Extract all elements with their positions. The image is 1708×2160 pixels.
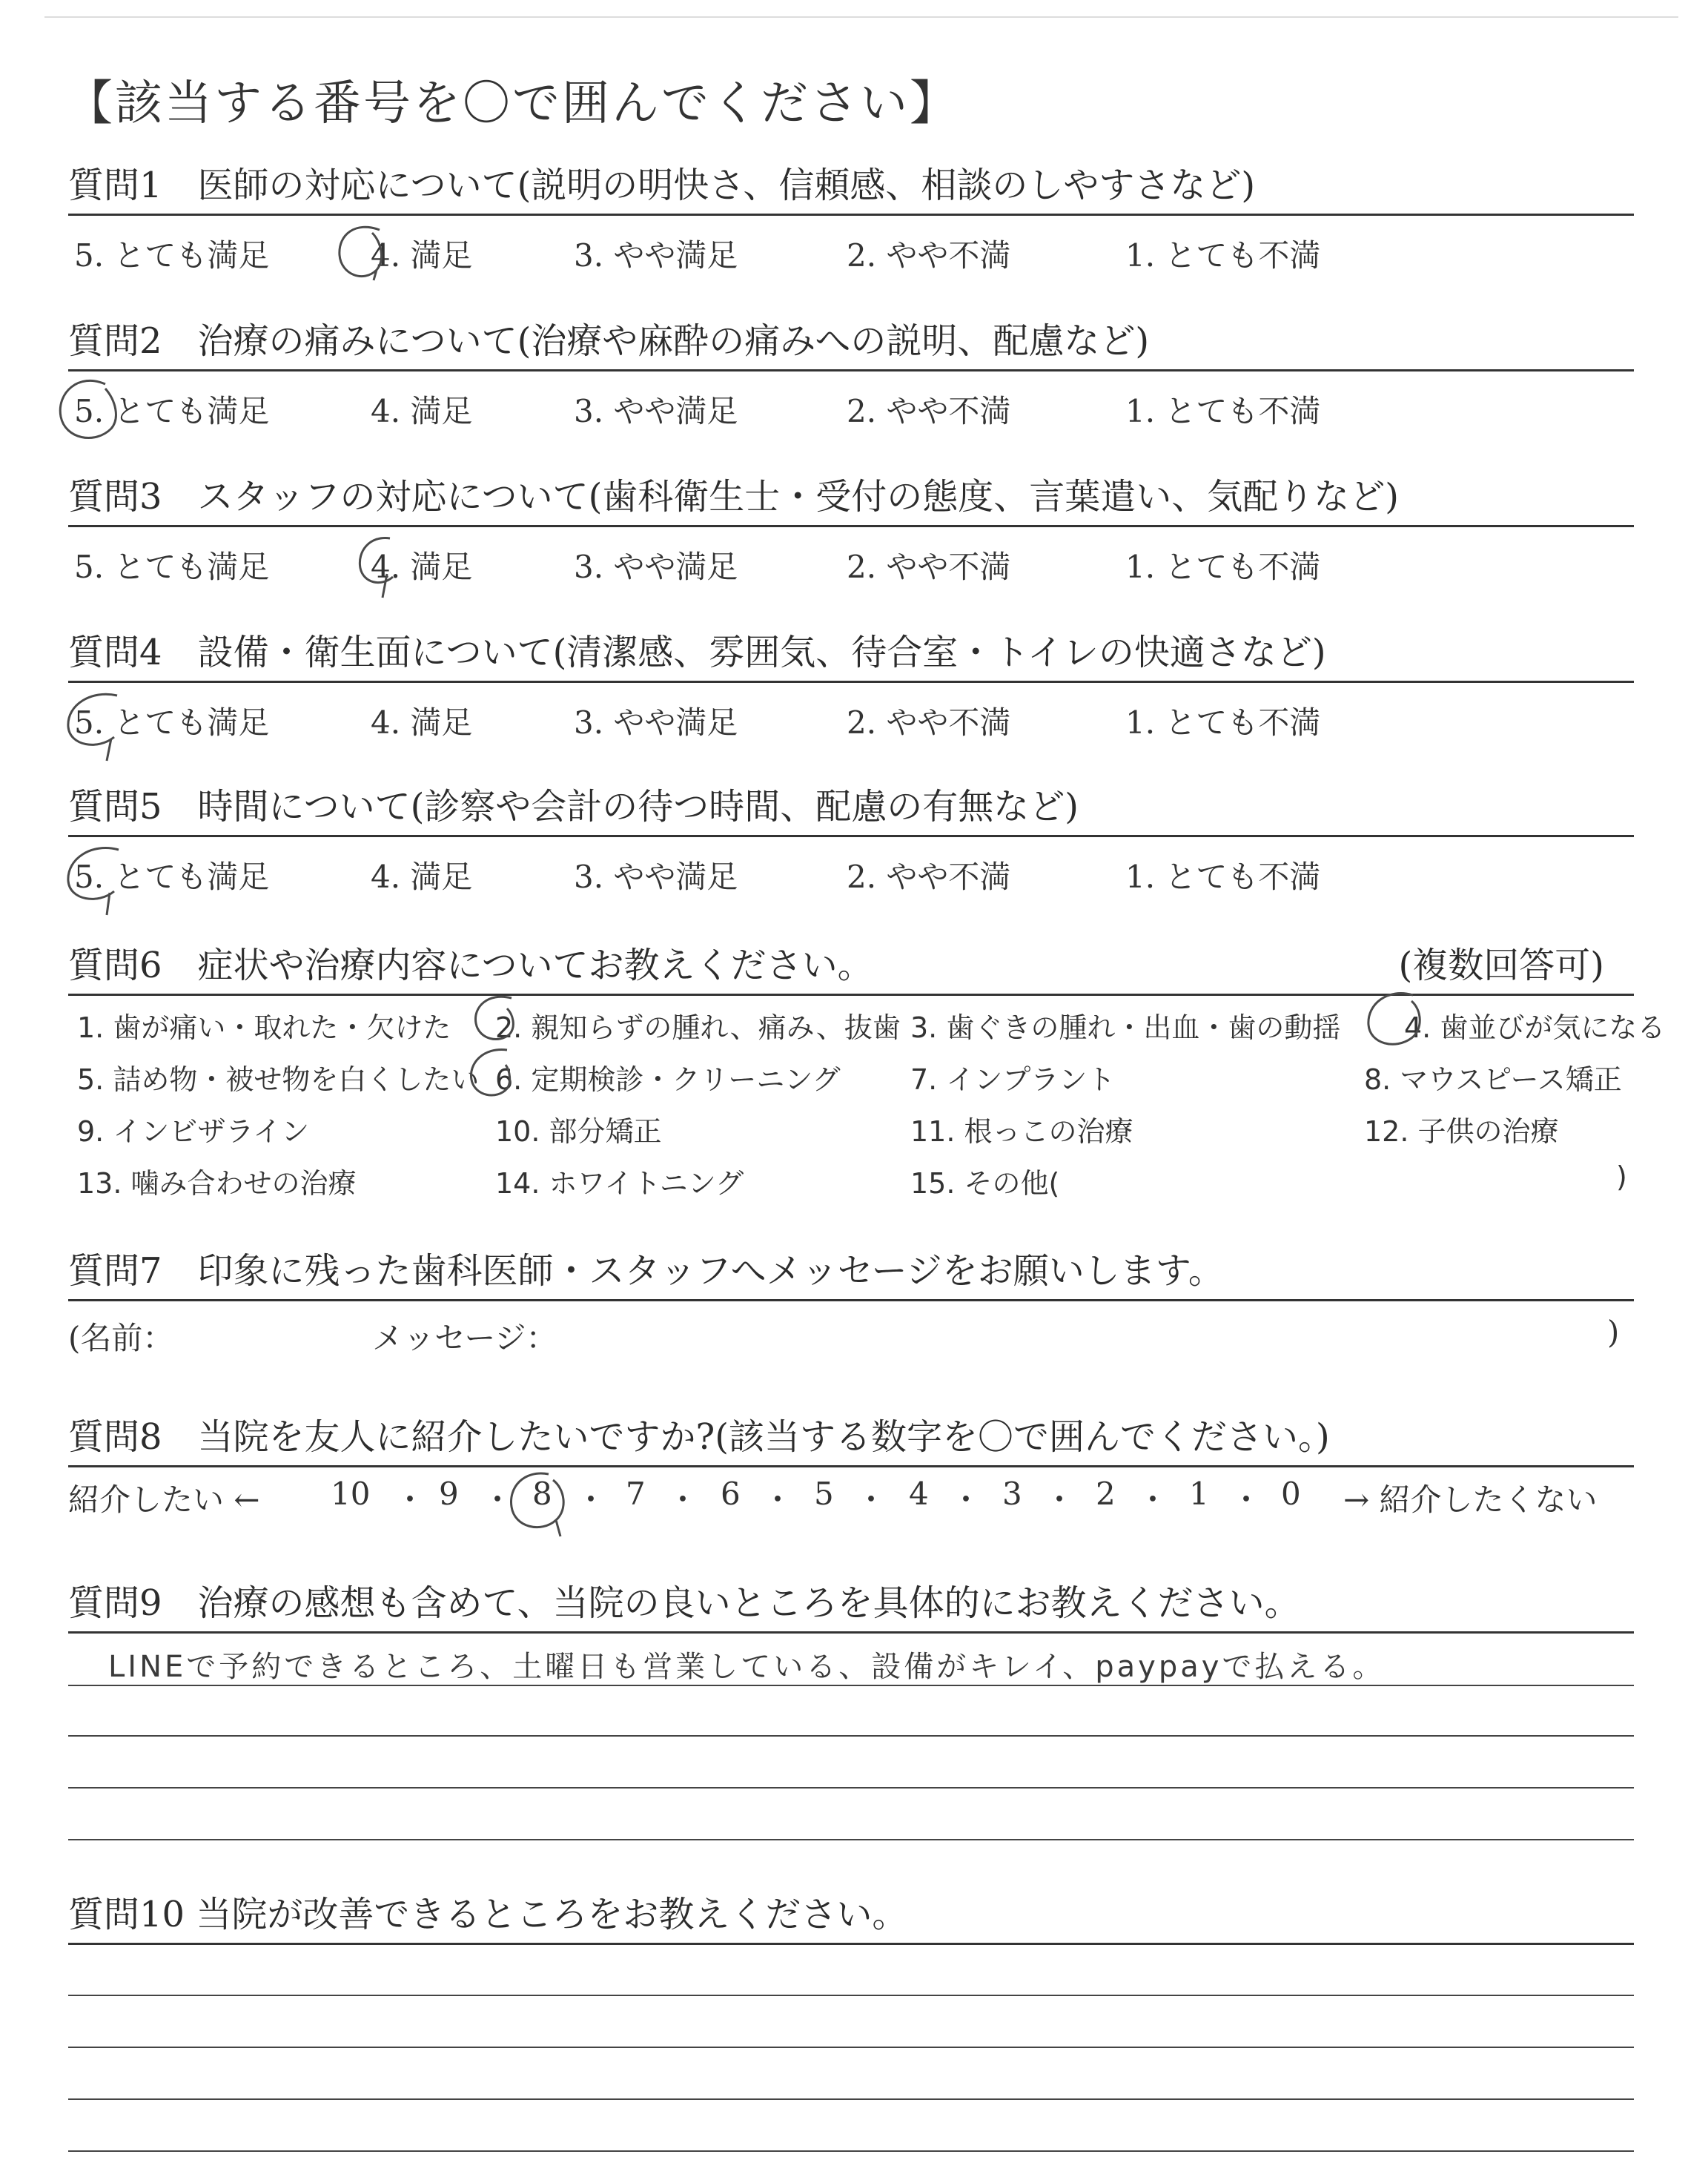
question-7-text: 質問7 印象に残った歯科医師・スタッフへメッセージをお願いします。 (68, 1250, 1224, 1292)
question-3 (68, 476, 1634, 527)
question-3-options (74, 543, 1631, 587)
q6-option-10[interactable]: 10. 部分矯正 (495, 1115, 662, 1148)
q1-option-1[interactable]: 1. とても不満 (1125, 237, 1321, 274)
q4-option-4[interactable]: 4. 満足 (371, 704, 473, 741)
question-1-text: 質問1 医師の対応について(説明の明快さ、信頼感、相談のしやすさなど) (68, 165, 1256, 206)
q6-other-close: ) (1616, 1160, 1627, 1193)
q6-option-13[interactable]: 13. 噛み合わせの治療 (77, 1167, 357, 1200)
q4-option-2[interactable]: 2. やや不満 (847, 704, 1011, 741)
q8-dot: ・ (855, 1482, 887, 1518)
question-1-options (74, 231, 1631, 276)
question-10 (68, 1894, 1634, 1945)
q9-answer-line (68, 1787, 1634, 1789)
q5-option-5[interactable]: 5. とても満足 (74, 859, 270, 895)
q5-option-3[interactable]: 3. やや満足 (574, 859, 738, 895)
q3-option-5[interactable]: 5. とても満足 (74, 549, 270, 585)
question-2-options (74, 387, 1631, 432)
question-5-options (74, 853, 1631, 897)
q2-option-5[interactable]: 5. とても満足 (74, 393, 270, 429)
q9-answer-line (68, 1735, 1634, 1737)
q9-answer-line (68, 1685, 1634, 1686)
top-border (44, 16, 1678, 18)
q5-option-2[interactable]: 2. やや不満 (847, 859, 1011, 895)
q8-num-6[interactable]: 6 (721, 1476, 741, 1512)
q1-option-5[interactable]: 5. とても満足 (74, 237, 270, 274)
q7-close: ) (1607, 1314, 1620, 1350)
q6-option-15[interactable]: 15. その他( (910, 1167, 1060, 1200)
q8-right-label: → 紹介したくない (1343, 1482, 1598, 1518)
question-10-text: 質問10 当院が改善できるところをお教えください。 (68, 1894, 908, 1935)
q8-dot: ・ (1231, 1482, 1262, 1518)
question-6-note: (複数回答可) (1398, 945, 1604, 986)
q8-num-3[interactable]: 3 (1002, 1476, 1022, 1512)
q8-num-1[interactable]: 1 (1189, 1476, 1209, 1512)
q9-handwritten-answer: LINEで予約できるところ、土曜日も営業している、設備がキレイ、paypayで払える。 (108, 1650, 1386, 1684)
q8-dot: ・ (950, 1482, 982, 1518)
q6-option-6-circle (466, 1047, 525, 1114)
question-2-text: 質問2 治療の痛みについて(治療や麻酔の痛みへの説明、配慮など) (68, 320, 1150, 362)
q4-selection-circle (62, 687, 136, 768)
question-4-options (74, 698, 1631, 743)
question-8 (68, 1416, 1634, 1467)
q3-option-4[interactable]: 4. 満足 (371, 549, 473, 585)
q8-left-label: 紹介したい ← (68, 1482, 260, 1518)
q2-option-1[interactable]: 1. とても不満 (1125, 393, 1321, 429)
q6-option-7[interactable]: 7. インプラント (910, 1063, 1116, 1096)
q3-option-1[interactable]: 1. とても不満 (1125, 549, 1321, 585)
q6-option-12[interactable]: 12. 子供の治療 (1364, 1115, 1559, 1148)
q10-answer-line (68, 2150, 1634, 2152)
q6-option-4-circle (1361, 988, 1435, 1062)
q5-selection-circle (62, 841, 136, 922)
q10-answer-line (68, 2098, 1634, 2100)
q2-selection-circle (53, 371, 128, 452)
q8-num-7[interactable]: 7 (626, 1476, 646, 1512)
q8-num-10[interactable]: 10 (331, 1476, 371, 1512)
q6-option-5[interactable]: 5. 詰め物・被せ物を白くしたい (77, 1063, 480, 1096)
q8-num-2[interactable]: 2 (1096, 1476, 1116, 1512)
q5-option-4[interactable]: 4. 満足 (371, 859, 473, 895)
q8-dot: ・ (482, 1482, 514, 1518)
q3-selection-circle (354, 531, 414, 605)
q8-dot: ・ (394, 1482, 426, 1518)
q4-option-3[interactable]: 3. やや満足 (574, 704, 738, 741)
q10-answer-line (68, 2047, 1634, 2048)
q8-num-9[interactable]: 9 (439, 1476, 459, 1512)
q6-option-14[interactable]: 14. ホワイトニング (495, 1167, 744, 1200)
q8-dot: ・ (667, 1482, 699, 1518)
question-2 (68, 320, 1634, 371)
q8-selection-circle (504, 1468, 578, 1542)
question-9 (68, 1582, 1634, 1634)
q3-option-3[interactable]: 3. やや満足 (574, 549, 738, 585)
q6-option-6[interactable]: 6. 定期検診・クリーニング (495, 1063, 841, 1096)
q8-dot: ・ (575, 1482, 607, 1518)
q8-dot: ・ (762, 1482, 794, 1518)
question-5-text: 質問5 時間について(診察や会計の待つ時間、配慮の有無など) (68, 786, 1079, 828)
q4-option-5[interactable]: 5. とても満足 (74, 704, 270, 741)
q6-option-3[interactable]: 3. 歯ぐきの腫れ・出血・歯の動揺 (910, 1011, 1341, 1044)
q1-option-3[interactable]: 3. やや満足 (574, 237, 738, 274)
q3-option-2[interactable]: 2. やや不満 (847, 549, 1011, 585)
question-9-text: 質問9 治療の感想も含めて、当院の良いところを具体的にお教えください。 (68, 1582, 1300, 1624)
q8-dot: ・ (1137, 1482, 1169, 1518)
q8-num-5[interactable]: 5 (814, 1476, 834, 1512)
q7-name-label: (名前： (68, 1320, 174, 1356)
q7-message-label: メッセージ： (372, 1320, 557, 1356)
q8-dot: ・ (1044, 1482, 1076, 1518)
q6-option-2[interactable]: 2. 親知らずの腫れ、痛み、抜歯 (495, 1011, 901, 1044)
q10-answer-line (68, 1995, 1634, 1996)
q9-answer-line (68, 1839, 1634, 1840)
q2-option-2[interactable]: 2. やや不満 (847, 393, 1011, 429)
question-4-text: 質問4 設備・衛生面について(清潔感、雰囲気、待合室・トイレの快適さなど) (68, 632, 1326, 673)
q6-option-8[interactable]: 8. マウスピース矯正 (1364, 1063, 1622, 1096)
q6-option-4[interactable]: 4. 歯並びが気になる (1404, 1011, 1666, 1044)
q2-option-4[interactable]: 4. 満足 (371, 393, 473, 429)
q1-option-2[interactable]: 2. やや不満 (847, 237, 1011, 274)
q6-option-11[interactable]: 11. 根っこの治療 (910, 1115, 1133, 1148)
question-4 (68, 632, 1634, 683)
question-7 (68, 1250, 1634, 1301)
q5-option-1[interactable]: 1. とても不満 (1125, 859, 1321, 895)
question-8-text: 質問8 当院を友人に紹介したいですか?(該当する数字を〇で囲んでください。) (68, 1416, 1330, 1458)
q4-option-1[interactable]: 1. とても不満 (1125, 704, 1321, 741)
question-6-text: 質問6 症状や治療内容についてお教えください。 (68, 945, 873, 986)
question-3-text: 質問3 スタッフの対応について(歯科衛生士・受付の態度、言葉遣い、気配りなど) (68, 476, 1400, 518)
question-5 (68, 786, 1634, 837)
q1-selection-circle (334, 219, 400, 286)
q2-option-3[interactable]: 3. やや満足 (574, 393, 738, 429)
q6-option-9[interactable]: 9. インビザライン (77, 1115, 310, 1148)
q6-option-1[interactable]: 1. 歯が痛い・取れた・欠けた (77, 1011, 451, 1044)
q1-option-4[interactable]: 4. 満足 (371, 237, 473, 274)
page-title: 【該当する番号を〇で囲んでください】 (65, 76, 959, 131)
q8-scale (68, 1476, 1634, 1520)
question-1 (68, 165, 1634, 216)
q8-num-4[interactable]: 4 (909, 1476, 929, 1512)
q8-num-0[interactable]: 0 (1281, 1476, 1301, 1512)
q8-num-8[interactable]: 8 (532, 1476, 552, 1512)
